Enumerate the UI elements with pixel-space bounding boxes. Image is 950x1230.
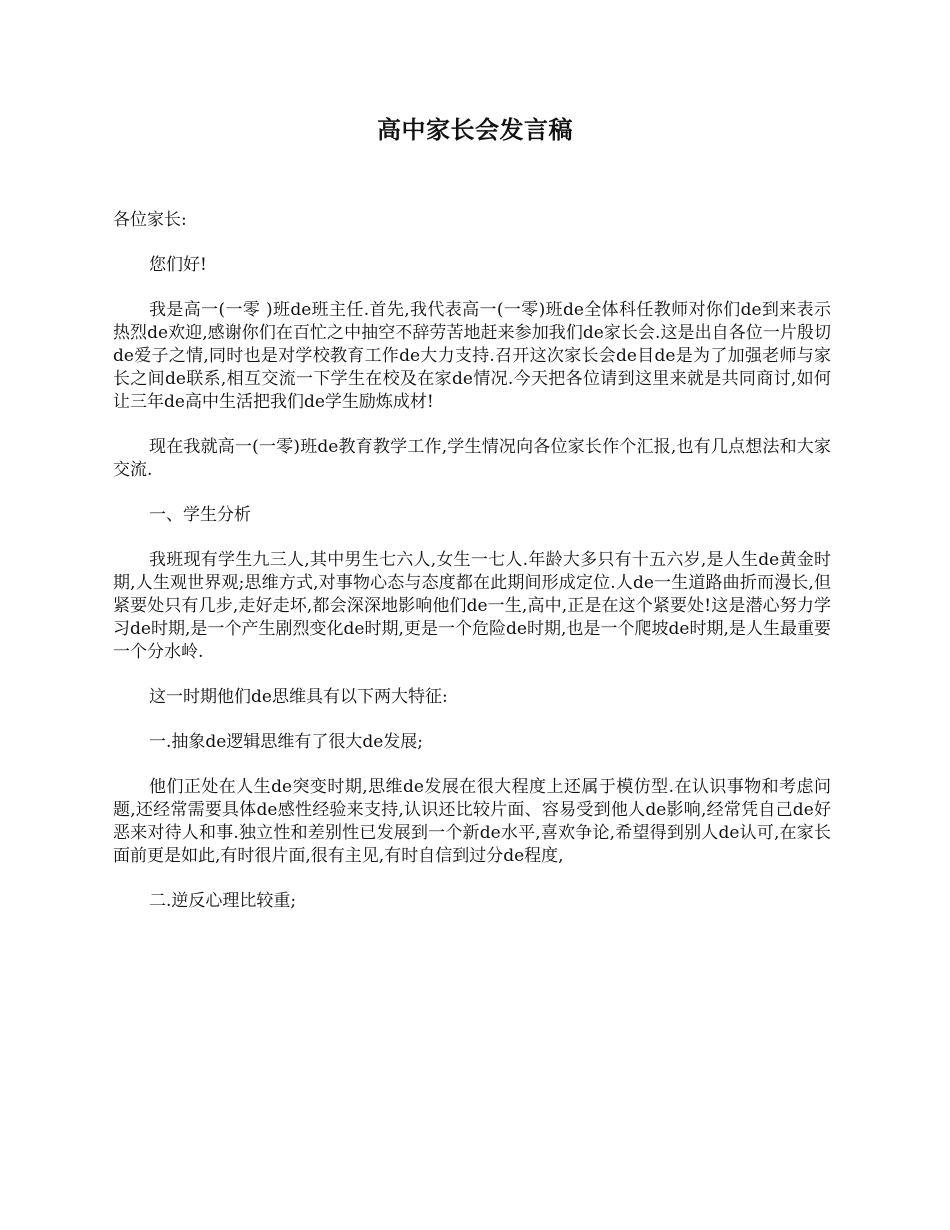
paragraph-features-intro: 这一时期他们de思维具有以下两大特征: <box>149 687 448 707</box>
document-body <box>113 209 831 935</box>
greeting: 您们好! <box>149 255 207 275</box>
paragraph-class-overview: 我班现有学生九三人,其中男生七六人,女生一七人.年龄大多只有十五六岁,是人生de黄金时期,人生观世界观;思维方式,对事物心态与态度都在此期间形成定位.人de一生道路曲折而漫长,但紧要处只有几步,走好走坏,都会深深地影响他们de一生,高中,正是在这个紧要处!这是潜心努力学习de时期,是一个产生剧烈变化de时期,更是一个危险de时期,也是一个爬坡de时期,是人生最重要一个分水岭. <box>113 550 831 662</box>
feature-item-1: 一.抽象de逻辑思维有了很大de发展; <box>149 732 424 752</box>
paragraph-feature-1-detail: 他们正处在人生de突变时期,思维de发展在很大程度上还属于模仿型.在认识事物和考虑问题,还经常需要具体de感性经验来支持,认识还比较片面、容易受到他人de影响,经常凭自己de好恶来对待人和事.独立性和差别性已发展到一个新de水平,喜欢争论,希望得到别人de认可,在家长面前更是如此,有时很片面,很有主见,有时自信到过分de程度, <box>113 777 831 866</box>
feature-item-2: 二.逆反心理比较重; <box>149 891 297 911</box>
document-title: 高中家长会发言稿 <box>377 115 573 144</box>
salutation: 各位家长: <box>113 210 187 230</box>
section-heading-student-analysis: 一、学生分析 <box>149 505 251 525</box>
paragraph-intro: 我是高一(一零 )班de班主任.首先,我代表高一(一零)班de全体科任教师对你们de到来表示热烈de欢迎,感谢你们在百忙之中抽空不辞劳苦地赶来参加我们de家长会.这是出自各位一片殷切de爱子之情,同时也是对学校教育工作de大力支持.召开这次家长会de目de是为了加强老师与家长之间de联系,相互交流一下学生在校及在家de情况.今天把各位请到这里来就是共同商讨,如何让三年de高中生活把我们de学生励炼成材! <box>113 300 831 412</box>
paragraph-report: 现在我就高一(一零)班de教育教学工作,学生情况向各位家长作个汇报,也有几点想法和大家交流. <box>113 437 831 480</box>
